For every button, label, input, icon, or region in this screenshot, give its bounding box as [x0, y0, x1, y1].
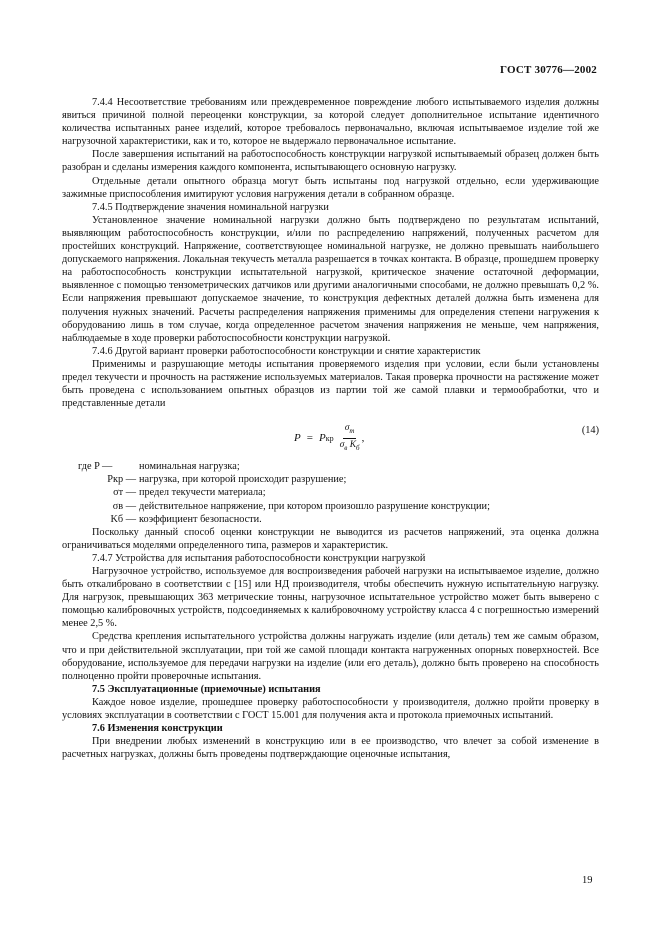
section-heading-7-5: 7.5 Эксплуатационные (приемочные) испытания: [92, 683, 321, 695]
definition-row: [62, 486, 599, 499]
sigma-v-sub: в: [344, 444, 348, 453]
definition-text: действительное напряжение, при котором произошло разрушение конструкции;: [139, 500, 490, 512]
paragraph: При внедрении любых изменений в конструкцию или в ее производство, что влечет за собой изменение в расчетных нагрузках, должны быть проведены подтверждающие оценочные испытания,: [62, 736, 599, 761]
formula-14: [62, 416, 599, 456]
sigma-t-sub: т: [349, 427, 355, 436]
definition-row: [62, 460, 599, 473]
sigma-t: σ: [344, 423, 350, 434]
paragraph: Каждое новое изделие, прошедшее проверку работоспособности у производителя, должно пройти проверку в условиях эксплуатации в соответствии с ГОСТ 15.001 для получения акта и протокола приемочных испытаний.: [62, 696, 599, 722]
k-b: K: [349, 440, 357, 451]
definition-symbol: где P —: [78, 461, 113, 473]
paragraph: Средства крепления испытательного устройства должны нагружать изделие (или деталь) тем же самым образом, что и при действительной эксплуатации, при той же самой площади контакта нагруженных опорных поверхностей. Все оборудование, используемое для передачи нагрузки на изделие (или его деталь), должно быть проверено на способность полноценно пройти проверочные испытания.: [62, 631, 599, 682]
definition-text: коэффициент безопасности.: [139, 513, 262, 525]
page-number: 19: [582, 875, 593, 886]
definition-row: [62, 513, 599, 526]
k-b-sub: б: [356, 444, 360, 453]
definition-symbol: σв —: [112, 500, 136, 512]
subsection-heading: 7.4.7 Устройства для испытания работоспособности конструкции нагрузкой: [92, 552, 426, 564]
formula-fraction: [338, 422, 362, 455]
sigma-v: σ: [339, 440, 345, 451]
formula-comma: ,: [361, 432, 365, 445]
paragraph: Отдельные детали опытного образца могут быть испытаны под нагрузкой отдельно, если удерживающие зажимные приспособления имитируют условия нагружения детали в собранном образце.: [62, 175, 599, 200]
definition-text: нагрузка, при которой происходит разрушение;: [139, 474, 347, 486]
formula-pcr: P: [318, 432, 326, 445]
formula-lhs: P: [294, 432, 301, 445]
definition-row: [62, 500, 599, 513]
formula-denominator: [338, 439, 362, 455]
subsection-heading: 7.4.5 Подтверждение значения номинальной нагрузки: [92, 201, 329, 213]
definition-symbol: σт —: [113, 487, 136, 499]
formula-equals: =: [306, 432, 313, 445]
section-heading-7-6: 7.6 Изменения конструкции: [92, 723, 223, 735]
definition-symbol: Kб —: [110, 513, 136, 525]
definitions-list: [62, 460, 599, 525]
definition-text: номинальная нагрузка;: [139, 461, 240, 473]
definition-row: [62, 473, 599, 486]
formula-number: (14): [581, 425, 599, 437]
subsection-heading: 7.4.6 Другой вариант проверки работоспособности конструкции и снятие характеристик: [92, 345, 481, 357]
definition-text: предел текучести материала;: [139, 487, 266, 499]
formula-pcr-sub: кр: [325, 434, 334, 444]
formula-numerator: [343, 422, 357, 439]
paragraph: Нагрузочное устройство, используемое для воспроизведения рабочей нагрузки на испытываемое изделие, должно быть откалибровано в соответствии с [15] или НД производителя, чтобы обеспечить нужную испытательную нагрузку. Для нагрузок, превышающих 363 метрические тонны, нагрузочное испытательное устройство может быть выверено с помощью калибровочных устройств, подсоединяемых к калибровочному устройству класса 4 с погрешностью измерений менее 2,5 %.: [62, 566, 599, 630]
definition-symbol: Pкр —: [107, 474, 136, 486]
paragraph: Поскольку данный способ оценки конструкции не выводится из расчетов напряжений, эта оценка должна ограничиваться моделями определенного типа, размеров и характеристик.: [62, 526, 599, 551]
paragraph: После завершения испытаний на работоспособность конструкции нагрузкой испытываемый образец должен быть разобран и сделаны измерения каждого компонента, испытывающего основную нагрузку.: [62, 149, 599, 174]
paragraph: 7.4.4 Несоответствие требованиям или преждевременное повреждение любого испытываемого изделия должны явиться причиной полной переоценки конструкции, за которой следует дополнительное испытание идентичного количества испытанных ранее изделий, которое требовалось первоначально, включая испытываемое изделие той же нагрузочной характеристики, как и то, которое не выдержало первоначальное испытание.: [62, 97, 599, 148]
paragraph: Установленное значение номинальной нагрузки должно быть подтверждено по результатам испытаний, выявляющим работоспособность конструкции, и/или по распределению напряжений, полученных расчетом для простейших конструкций. Напряжение, соответствующее номинальной нагрузке, не должно превышать наибольшего допускаемого напряжения. Локальная текучесть металла разрешается в точках контакта. В образце, прошедшем проверку на работоспособность конструкции испытательной нагрузкой, критическое значение остаточной деформации, выявленное с помощью тензометрических датчиков или другими аналогичными способами, не должно превышать 0,2 %. Если напряжения превышают допускаемое значение, то конструкция дефектных деталей должна быть изменена для получения нужных значений. Расчеты распределения напряжения применимы для определения степени нагружения к оборудованию лишь в том случае, когда определенное расчетом значения напряжения не меньше, чем напряжения, наблюдаемые в ходе проверки работоспособности конструкции нагрузкой.: [62, 214, 599, 344]
paragraph: Применимы и разрушающие методы испытания проверяемого изделия при условии, если были установлены предел текучести и прочность на растяжение используемых материалов. Такая проверка прочности на растяжение может быть проведена с использованием опытных образцов из партии той же самой плавки и термообработки, что и представленные детали: [62, 358, 599, 410]
document-code-header: ГОСТ 30776—2002: [500, 64, 597, 76]
document-body: [62, 96, 599, 761]
formula-expression: [294, 422, 364, 455]
